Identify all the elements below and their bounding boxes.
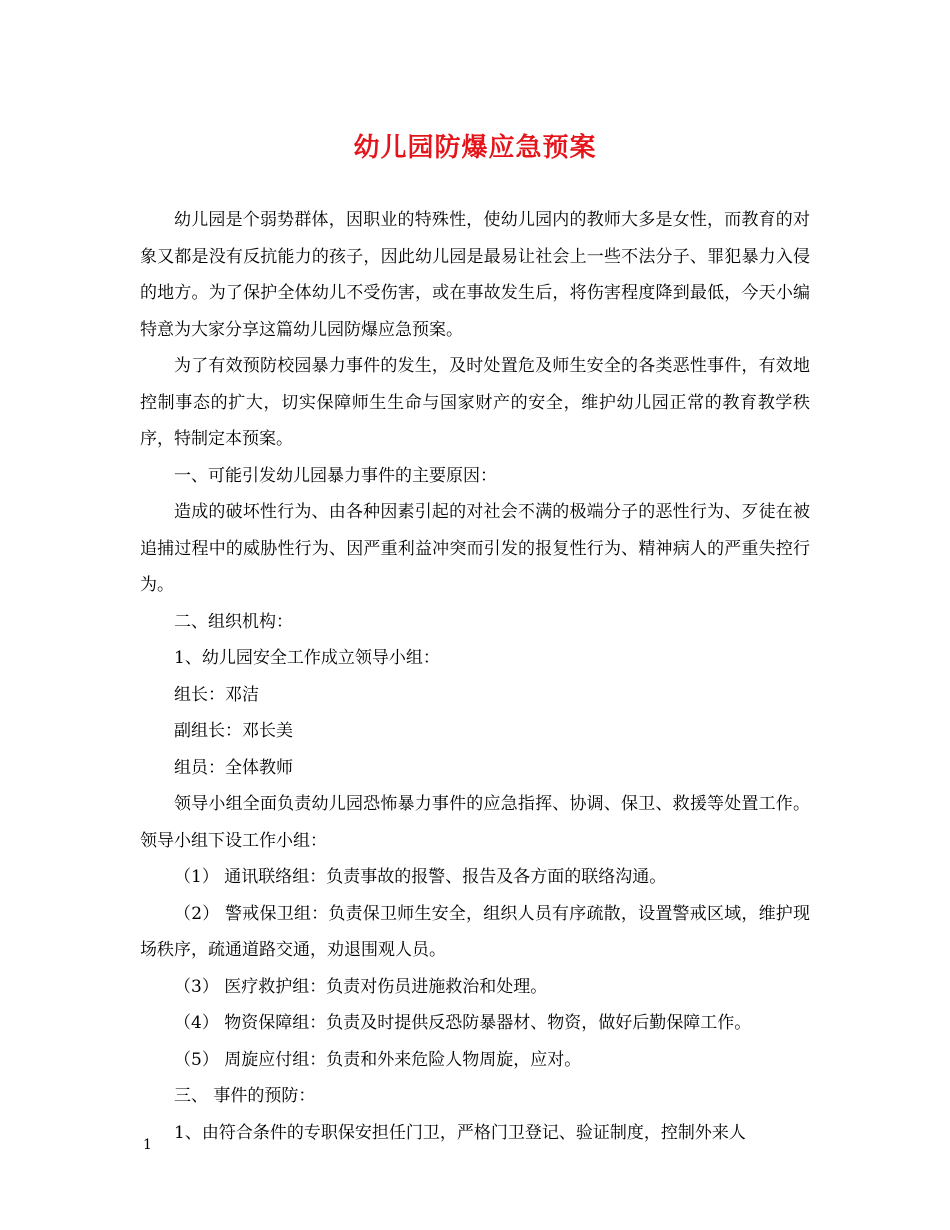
heading-organization: 二、组织机构： — [174, 611, 293, 632]
paragraph-members: 组员：全体教师 — [174, 757, 293, 778]
heading-causes: 一、可能引发幼儿园暴力事件的主要原因： — [174, 465, 497, 486]
list-item-security: （2） 警戒保卫组：负责保卫师生安全，组织人员有序疏散，设置警戒区域，维护现场秩序，疏通道路交通，劝退围观人员。 — [140, 903, 810, 960]
paragraph-deputy-leader: 副组长：邓长美 — [174, 721, 293, 741]
paragraph-prevention-1: 1、由符合条件的专职保安担任门卫，严格门卫登记、验证制度，控制外来人 — [174, 1122, 746, 1143]
paragraph-responsibility: 领导小组全面负责幼儿园恐怖暴力事件的应急指挥、协调、保卫、救援等处置工作。领导小组下设工作小组： — [140, 794, 810, 851]
paragraph-leader: 组长：邓洁 — [174, 684, 259, 705]
paragraph-causes: 造成的破坏性行为、由各种因素引起的对社会不满的极端分子的恶性行为、歹徒在被追捕过程中的威胁性行为、因严重利益冲突而引发的报复性行为、精神病人的严重失控行为。 — [140, 502, 810, 595]
list-item-communication: （1） 通讯联络组：负责事故的报警、报告及各方面的联络沟通。 — [174, 867, 667, 887]
list-item-supplies: （4） 物资保障组：负责及时提供反恐防暴器材、物资，做好后勤保障工作。 — [174, 1013, 752, 1033]
document-title: 幼儿园防爆应急预案 — [353, 133, 597, 163]
document-body — [140, 202, 810, 1151]
list-item-medical: （3） 医疗救护组：负责对伤员进施救治和处理。 — [174, 976, 548, 997]
paragraph-purpose: 为了有效预防校园暴力事件的发生，及时处置危及师生安全的各类恶性事件，有效地控制事态的扩大，切实保障师生生命与国家财产的安全，维护幼儿园正常的教育教学秩序，特制定本预案。 — [140, 356, 810, 449]
paragraph-leadership-group: 1、幼儿园安全工作成立领导小组： — [174, 648, 440, 668]
heading-prevention: 三、 事件的预防： — [174, 1086, 316, 1106]
page-number: 1 — [143, 1137, 152, 1153]
list-item-negotiation: （5） 周旋应付组：负责和外来危险人物周旋，应对。 — [174, 1049, 582, 1070]
paragraph-intro: 幼儿园是个弱势群体，因职业的特殊性，使幼儿园内的教师大多是女性，而教育的对象又都是没有反抗能力的孩子，因此幼儿园是最易让社会上一些不法分子、罪犯暴力入侵的地方。为了保护全体幼儿不受伤害，或在事故发生后，将伤害程度降到最低，今天小编特意为大家分享这篇幼儿园防爆应急预案。 — [140, 210, 810, 340]
